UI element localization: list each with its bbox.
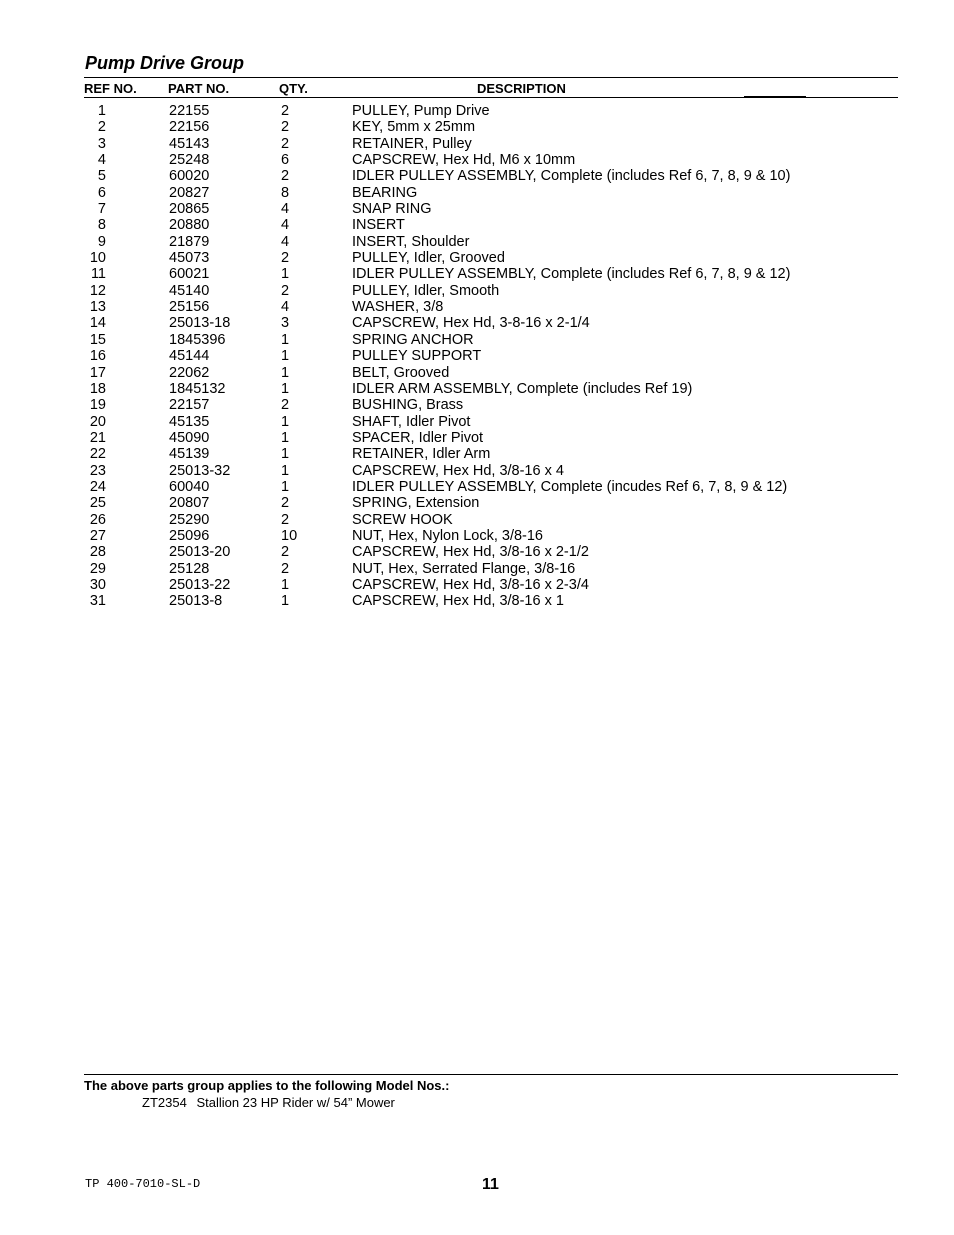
table-row <box>84 103 898 119</box>
part-no-cell: 25156 <box>169 299 210 316</box>
part-no-cell: 45090 <box>169 429 210 446</box>
ref-no-cell: 21 <box>89 429 106 446</box>
description-cell: CAPSCREW, Hex Hd, 3/8-16 x 4 <box>352 462 564 479</box>
ref-no-cell: 28 <box>89 544 106 561</box>
ref-no-cell: 17 <box>89 364 106 381</box>
part-no-cell: 1845132 <box>169 380 226 397</box>
qty-cell: 2 <box>281 119 290 136</box>
part-no-cell: 60021 <box>169 266 210 283</box>
qty-cell: 1 <box>281 413 290 430</box>
qty-cell: 1 <box>281 380 290 397</box>
ref-no-cell: 5 <box>97 168 106 185</box>
header-rule-accent <box>744 96 806 97</box>
table-row <box>84 217 898 233</box>
ref-no-cell: 6 <box>97 184 106 201</box>
description-cell: SHAFT, Idler Pivot <box>352 413 471 430</box>
ref-no-cell: 1 <box>97 103 106 119</box>
qty-cell: 2 <box>281 560 290 577</box>
table-row <box>84 185 898 201</box>
part-no-cell: 25248 <box>169 152 210 169</box>
part-no-cell: 45143 <box>169 135 210 152</box>
table-row <box>84 479 898 495</box>
model-number: ZT2354 <box>142 1095 187 1110</box>
header-qty: QTY. <box>279 81 308 96</box>
ref-no-cell: 18 <box>89 380 106 397</box>
description-cell: BELT, Grooved <box>352 364 450 381</box>
header-ref-no: REF NO. <box>84 81 137 96</box>
qty-cell: 2 <box>281 282 290 299</box>
ref-no-cell: 23 <box>89 462 106 479</box>
ref-no-cell: 19 <box>89 397 106 414</box>
ref-no-cell: 29 <box>89 560 106 577</box>
qty-cell: 3 <box>281 315 290 332</box>
ref-no-cell: 25 <box>89 495 106 512</box>
table-row <box>84 283 898 299</box>
ref-no-cell: 31 <box>89 593 106 610</box>
part-no-cell: 22157 <box>169 397 210 414</box>
qty-cell: 1 <box>281 593 290 610</box>
qty-cell: 2 <box>281 397 290 414</box>
description-cell: PULLEY, Idler, Grooved <box>352 250 505 267</box>
part-no-cell: 25013-32 <box>169 462 231 479</box>
qty-cell: 1 <box>281 446 290 463</box>
description-cell: KEY, 5mm x 25mm <box>352 119 476 136</box>
description-cell: BUSHING, Brass <box>352 397 464 414</box>
table-row <box>84 512 898 528</box>
part-no-cell: 25128 <box>169 560 210 577</box>
table-row <box>84 495 898 511</box>
qty-cell: 2 <box>281 250 290 267</box>
qty-cell: 1 <box>281 576 290 593</box>
qty-cell: 8 <box>281 184 290 201</box>
ref-no-cell: 30 <box>89 576 106 593</box>
part-no-cell: 1845396 <box>169 331 226 348</box>
description-cell: IDLER PULLEY ASSEMBLY, Complete (includes Ref 6, 7, 8, 9 & 12) <box>352 266 791 283</box>
ref-no-cell: 16 <box>89 348 106 365</box>
description-cell: SCREW HOOK <box>352 511 453 528</box>
table-row <box>84 234 898 250</box>
ref-no-cell: 14 <box>89 315 106 332</box>
description-cell: PULLEY, Idler, Smooth <box>352 282 500 299</box>
description-cell: BEARING <box>352 184 418 201</box>
ref-no-cell: 24 <box>89 478 106 495</box>
description-cell: PULLEY SUPPORT <box>352 348 482 365</box>
description-cell: CAPSCREW, Hex Hd, 3/8-16 x 2-1/2 <box>352 544 589 561</box>
part-no-cell: 20880 <box>169 217 210 234</box>
table-row <box>84 397 898 413</box>
ref-no-cell: 11 <box>90 266 106 283</box>
part-no-cell: 25013-20 <box>169 544 231 561</box>
table-row <box>84 168 898 184</box>
model-line <box>142 1095 395 1111</box>
description-cell: IDLER ARM ASSEMBLY, Complete (includes Ref 19) <box>352 380 693 397</box>
table-row <box>84 528 898 544</box>
model-description: Stallion 23 HP Rider w/ 54” Mower <box>196 1095 395 1110</box>
part-no-cell: 25096 <box>169 527 210 544</box>
table-row <box>84 463 898 479</box>
table-row <box>84 430 898 446</box>
page-title: Pump Drive Group <box>85 53 245 73</box>
table-row <box>84 266 898 282</box>
part-no-cell: 25013-8 <box>169 593 223 610</box>
part-no-cell: 22062 <box>169 364 210 381</box>
part-no-cell: 22155 <box>169 103 210 119</box>
table-row <box>84 250 898 266</box>
table-row <box>84 365 898 381</box>
ref-no-cell: 2 <box>97 119 106 136</box>
qty-cell: 1 <box>281 364 290 381</box>
description-cell: INSERT, Shoulder <box>352 233 470 250</box>
table-row <box>84 119 898 135</box>
ref-no-cell: 3 <box>97 135 106 152</box>
description-cell: CAPSCREW, Hex Hd, 3/8-16 x 2-3/4 <box>352 576 589 593</box>
qty-cell: 4 <box>281 233 290 250</box>
qty-cell: 2 <box>281 511 290 528</box>
part-no-cell: 45144 <box>169 348 210 365</box>
table-row <box>84 201 898 217</box>
description-cell: NUT, Hex, Nylon Lock, 3/8-16 <box>352 527 543 544</box>
table-row <box>84 332 898 348</box>
qty-cell: 2 <box>281 135 290 152</box>
ref-no-cell: 13 <box>89 299 106 316</box>
ref-no-cell: 9 <box>97 233 106 250</box>
part-no-cell: 45139 <box>169 446 210 463</box>
table-row <box>84 348 898 364</box>
ref-no-cell: 27 <box>89 527 106 544</box>
ref-no-cell: 26 <box>89 511 106 528</box>
table-row <box>84 381 898 397</box>
page-number: 11 <box>482 1176 499 1193</box>
qty-cell: 6 <box>281 152 290 169</box>
table-row <box>84 152 898 168</box>
qty-cell: 1 <box>281 348 290 365</box>
parts-table <box>84 103 898 610</box>
qty-cell: 2 <box>281 544 290 561</box>
document-code: TP 400-7010-SL-D <box>85 1177 201 1191</box>
description-cell: RETAINER, Pulley <box>352 135 472 152</box>
qty-cell: 1 <box>281 478 290 495</box>
qty-cell: 2 <box>281 168 290 185</box>
qty-cell: 4 <box>281 201 290 218</box>
description-cell: SPACER, Idler Pivot <box>352 429 484 446</box>
applies-heading: The above parts group applies to the following Model Nos.: <box>84 1078 450 1093</box>
top-rule <box>84 77 898 78</box>
description-cell: SPRING ANCHOR <box>352 331 474 348</box>
ref-no-cell: 10 <box>89 250 106 267</box>
description-cell: INSERT <box>352 217 405 234</box>
header-description: DESCRIPTION <box>477 81 566 96</box>
description-cell: NUT, Hex, Serrated Flange, 3/8-16 <box>352 560 576 577</box>
description-cell: CAPSCREW, Hex Hd, 3-8-16 x 2-1/4 <box>352 315 590 332</box>
qty-cell: 2 <box>281 103 290 119</box>
part-no-cell: 45140 <box>169 282 210 299</box>
header-part-no: PART NO. <box>168 81 230 96</box>
description-cell: CAPSCREW, Hex Hd, M6 x 10mm <box>352 152 576 169</box>
description-cell: RETAINER, Idler Arm <box>352 446 491 463</box>
bottom-rule <box>84 1074 898 1075</box>
part-no-cell: 20807 <box>169 495 210 512</box>
table-row <box>84 315 898 331</box>
table-row <box>84 577 898 593</box>
qty-cell: 1 <box>281 462 290 479</box>
table-row <box>84 544 898 560</box>
description-cell: IDLER PULLEY ASSEMBLY, Complete (includes Ref 6, 7, 8, 9 & 10) <box>352 168 791 185</box>
description-cell: SNAP RING <box>352 201 432 218</box>
ref-no-cell: 20 <box>89 413 106 430</box>
qty-cell: 2 <box>281 495 290 512</box>
part-no-cell: 22156 <box>169 119 210 136</box>
description-cell: WASHER, 3/8 <box>352 299 444 316</box>
header-rule <box>84 97 898 98</box>
ref-no-cell: 22 <box>89 446 106 463</box>
part-no-cell: 45073 <box>169 250 210 267</box>
qty-cell: 10 <box>281 527 298 544</box>
ref-no-cell: 12 <box>89 282 106 299</box>
part-no-cell: 20865 <box>169 201 210 218</box>
part-no-cell: 20827 <box>169 184 210 201</box>
description-cell: PULLEY, Pump Drive <box>352 103 490 119</box>
table-row <box>84 299 898 315</box>
part-no-cell: 21879 <box>169 233 210 250</box>
ref-no-cell: 7 <box>97 201 106 218</box>
table-row <box>84 414 898 430</box>
part-no-cell: 60040 <box>169 478 210 495</box>
part-no-cell: 25013-22 <box>169 576 231 593</box>
ref-no-cell: 8 <box>97 217 106 234</box>
qty-cell: 1 <box>281 429 290 446</box>
description-cell: SPRING, Extension <box>352 495 480 512</box>
description-cell: CAPSCREW, Hex Hd, 3/8-16 x 1 <box>352 593 564 610</box>
part-no-cell: 45135 <box>169 413 210 430</box>
table-row <box>84 593 898 609</box>
ref-no-cell: 4 <box>97 152 106 169</box>
qty-cell: 4 <box>281 299 290 316</box>
qty-cell: 1 <box>281 266 290 283</box>
table-row <box>84 561 898 577</box>
qty-cell: 1 <box>281 331 290 348</box>
part-no-cell: 25013-18 <box>169 315 231 332</box>
table-header <box>84 81 898 97</box>
ref-no-cell: 15 <box>89 331 106 348</box>
description-cell: IDLER PULLEY ASSEMBLY, Complete (incudes Ref 6, 7, 8, 9 & 12) <box>352 478 788 495</box>
table-row <box>84 136 898 152</box>
table-row <box>84 446 898 462</box>
part-no-cell: 60020 <box>169 168 210 185</box>
part-no-cell: 25290 <box>169 511 210 528</box>
qty-cell: 4 <box>281 217 290 234</box>
